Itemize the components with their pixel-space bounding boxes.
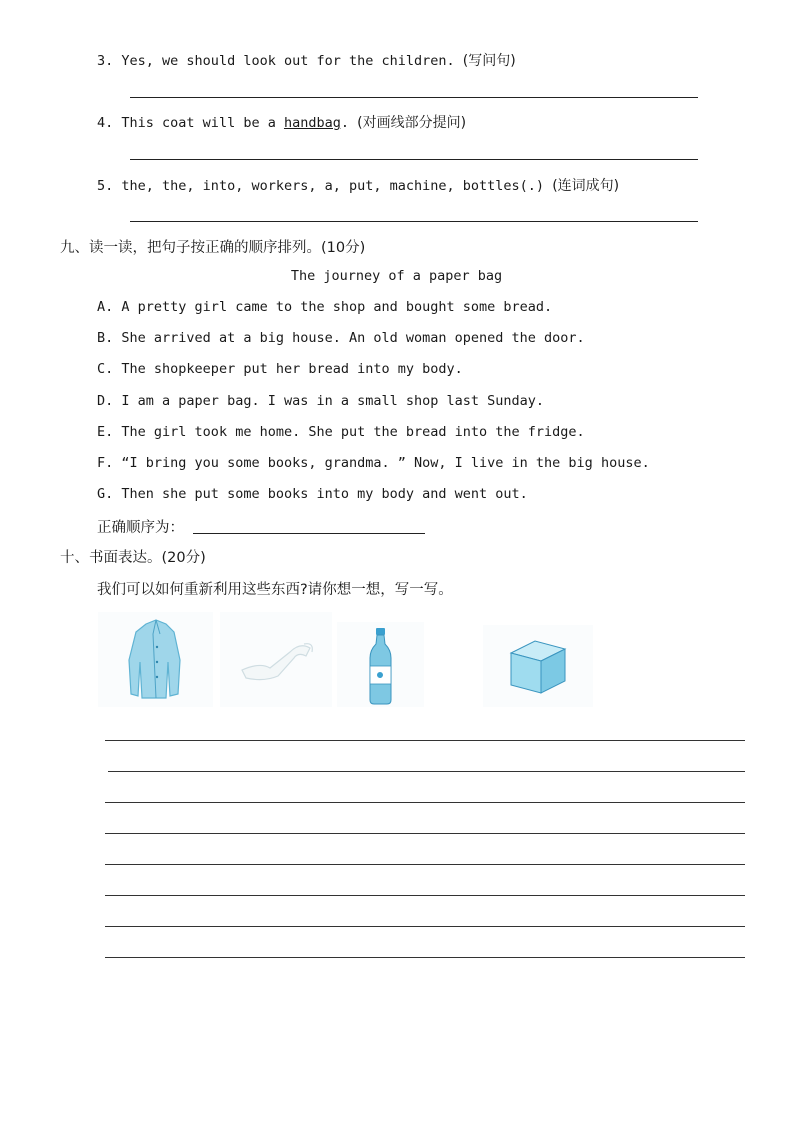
sentence-text: “I bring you some books, grandma. ” Now, I live in the big house. bbox=[121, 455, 650, 471]
bottle-picture bbox=[337, 622, 424, 707]
writing-line-4[interactable] bbox=[105, 833, 745, 834]
bottle-icon bbox=[337, 622, 424, 707]
sentence-g bbox=[97, 486, 528, 502]
question-number: 4. bbox=[97, 115, 114, 131]
shirt-picture bbox=[98, 612, 213, 707]
sentence-d bbox=[97, 393, 544, 409]
answer-line[interactable] bbox=[130, 221, 698, 222]
answer-label: 正确顺序为： bbox=[97, 520, 184, 536]
box-picture bbox=[483, 625, 593, 707]
sentence-label: D. bbox=[97, 393, 114, 409]
sentence-text: A pretty girl came to the shop and bought some bread. bbox=[121, 299, 553, 315]
sentence-text: The girl took me home. She put the bread into the fridge. bbox=[121, 424, 585, 440]
question-number: 5. bbox=[97, 178, 114, 194]
sentence-label: F. bbox=[97, 455, 114, 471]
sentence-b bbox=[97, 330, 585, 346]
writing-prompt: 我们可以如何重新利用这些东西?请你想一想，写一写。 bbox=[97, 582, 453, 598]
question-text: the, the, into, workers, a, put, machine, bottles(.) bbox=[121, 178, 545, 194]
order-answer-line[interactable] bbox=[193, 533, 425, 534]
question-5 bbox=[97, 175, 619, 195]
sentence-label: C. bbox=[97, 361, 114, 377]
box-icon bbox=[483, 625, 593, 707]
writing-line-6[interactable] bbox=[105, 895, 745, 896]
underlined-word: handbag bbox=[283, 115, 341, 131]
question-hint: (对画线部分提问) bbox=[357, 115, 467, 131]
answer-line[interactable] bbox=[130, 97, 698, 98]
sentence-f bbox=[97, 455, 650, 471]
question-3 bbox=[97, 50, 516, 70]
question-number: 3. bbox=[97, 53, 114, 69]
sentence-label: A. bbox=[97, 299, 114, 315]
section-10-heading: 十、书面表达。(20分) bbox=[60, 550, 206, 566]
question-4 bbox=[97, 112, 466, 132]
writing-line-1[interactable] bbox=[105, 740, 745, 741]
question-text: This coat will be a bbox=[121, 115, 284, 131]
writing-line-8[interactable] bbox=[105, 957, 745, 958]
question-hint: (连词成句) bbox=[552, 178, 620, 194]
question-text: Yes, we should look out for the children. bbox=[121, 53, 455, 69]
sentence-c bbox=[97, 361, 463, 377]
sentence-text: Then she put some books into my body and went out. bbox=[121, 486, 528, 502]
writing-line-3[interactable] bbox=[105, 802, 745, 803]
sentence-text: She arrived at a big house. An old woman opened the door. bbox=[121, 330, 585, 346]
writing-line-2[interactable] bbox=[108, 771, 745, 772]
passage-title: The journey of a paper bag bbox=[290, 268, 503, 284]
question-text-end: . bbox=[340, 115, 350, 131]
section-9-heading: 九、读一读，把句子按正确的顺序排列。(10分) bbox=[60, 240, 366, 256]
question-hint: (写问句) bbox=[462, 53, 516, 69]
sentence-text: The shopkeeper put her bread into my body. bbox=[121, 361, 463, 377]
writing-line-7[interactable] bbox=[105, 926, 745, 927]
paper-picture bbox=[220, 612, 332, 707]
sentence-label: G. bbox=[97, 486, 114, 502]
paper-icon bbox=[220, 612, 332, 707]
sentence-e bbox=[97, 424, 585, 440]
sentence-label: E. bbox=[97, 424, 114, 440]
writing-line-5[interactable] bbox=[105, 864, 745, 865]
answer-line[interactable] bbox=[130, 159, 698, 160]
sentence-text: I am a paper bag. I was in a small shop last Sunday. bbox=[121, 393, 545, 409]
shirt-icon bbox=[98, 612, 213, 707]
sentence-label: B. bbox=[97, 330, 114, 346]
sentence-a bbox=[97, 299, 552, 315]
